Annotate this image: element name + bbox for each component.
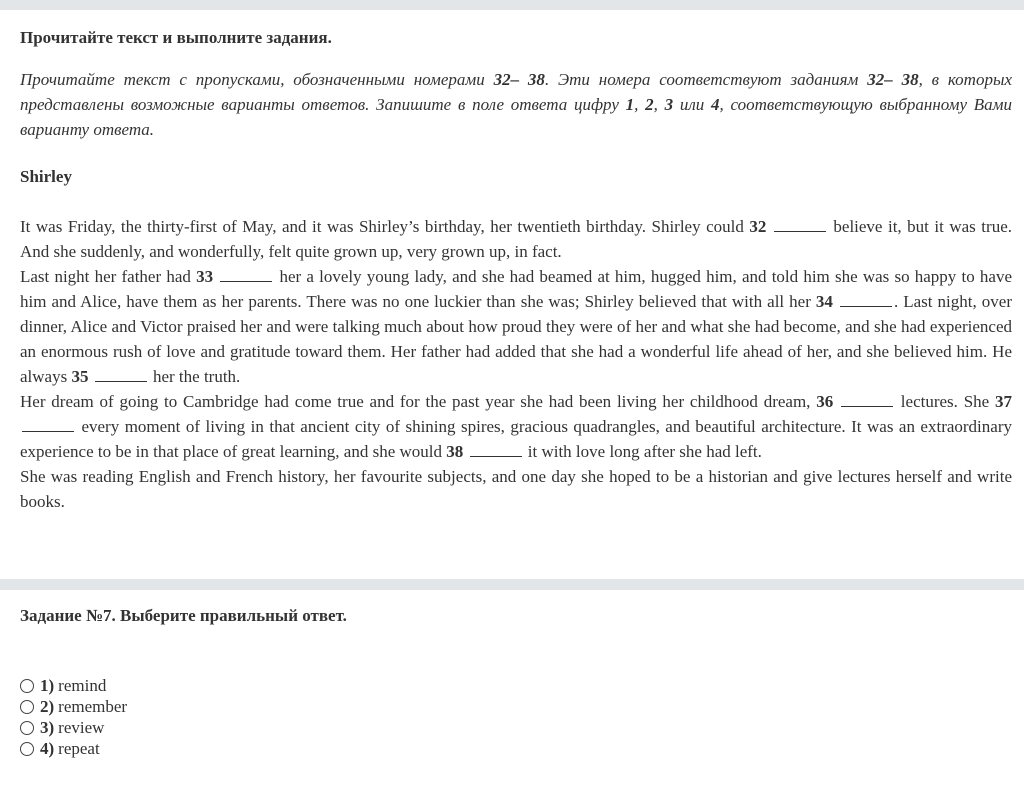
gap-number: 38 bbox=[446, 442, 464, 461]
answer-option-3[interactable]: 3) review bbox=[20, 717, 1012, 738]
option-label: remind bbox=[58, 676, 107, 695]
passage-paragraph-2: Last night her father had 33 her a lovely young lady, and she had beamed at him, hugged him, and told him she was so happy to have him and Alice, have them as her parents. There was no one luckier than she was; Shirley believed that with all her 34 . Last night, over dinner, Alice and Victor praised her and were talking much about how proud they were of her and what she had become, and she had experienced an enormous rush of love and gratitude toward them. Her father had added that she had a wonderful life ahead of her, and she believed him. He always 35 her the truth. bbox=[20, 267, 1013, 386]
question-card bbox=[20, 604, 1012, 759]
passage-paragraph-3: Her dream of going to Cambridge had come true and for the past year she had been living her childhood dream, 36 lectures. She 37 every moment of living in that ancient city of shining spires, gracious quadrangles, and beautiful architecture. It was an extraordinary experience to be in that place of great learning, and she would 38 it with love long after she had left. bbox=[20, 392, 1013, 461]
gap-number: 36 bbox=[816, 392, 834, 411]
gap-blank bbox=[95, 367, 147, 382]
task-heading: Прочитайте текст и выполните задания. bbox=[20, 28, 332, 47]
answer-option-4[interactable]: 4) repeat bbox=[20, 738, 1012, 759]
gap-number: 35 bbox=[71, 367, 89, 386]
task-instruction: Прочитайте текст с пропусками, обозначенными номерами 32– 38. Эти номера соответствуют заданиям 32– 38, в которых представлены возможные варианты ответов. Запишите в поле ответа цифру 1, 2, 3 или 4, соответствующую выбранному Вами варианту ответа. bbox=[20, 70, 1013, 139]
option-label: review bbox=[58, 718, 105, 737]
radio-button-icon[interactable] bbox=[20, 721, 34, 735]
radio-button-icon[interactable] bbox=[20, 679, 34, 693]
answer-option-2[interactable]: 2) remember bbox=[20, 696, 1012, 717]
gap-number: 37 bbox=[995, 392, 1013, 411]
gap-blank bbox=[470, 442, 522, 457]
passage-paragraph-1: It was Friday, the thirty-first of May, and it was Shirley’s birthday, her twentieth birthday. Shirley could 32 believe it, but it was true. And she suddenly, and wonderfully, felt quite grown up, very grown up, in fact. bbox=[20, 217, 1012, 261]
gap-number: 33 bbox=[196, 267, 214, 286]
gap-blank bbox=[774, 217, 826, 232]
option-label: remember bbox=[58, 697, 128, 716]
gap-number: 34 bbox=[815, 292, 833, 311]
gap-number: 32 bbox=[749, 217, 767, 236]
gap-blank bbox=[220, 267, 272, 282]
radio-button-icon[interactable] bbox=[20, 700, 34, 714]
answer-option-1[interactable]: 1) remind bbox=[20, 675, 1012, 696]
answer-options bbox=[20, 675, 1012, 759]
question-heading: Задание №7. Выберите правильный ответ. bbox=[20, 606, 347, 625]
reading-task-card bbox=[20, 26, 1012, 514]
radio-button-icon[interactable] bbox=[20, 742, 34, 756]
section-separator bbox=[0, 579, 1024, 590]
gap-blank bbox=[841, 392, 893, 407]
text-title: Shirley bbox=[20, 167, 72, 186]
passage-paragraph-4: She was reading English and French history, her favourite subjects, and one day she hoped to be a historian and give lectures herself and write books. bbox=[20, 467, 1012, 511]
gap-blank bbox=[840, 292, 892, 307]
option-label: repeat bbox=[58, 739, 100, 758]
reading-passage bbox=[20, 214, 1012, 514]
top-separator bbox=[0, 0, 1024, 10]
gap-blank bbox=[22, 417, 74, 432]
